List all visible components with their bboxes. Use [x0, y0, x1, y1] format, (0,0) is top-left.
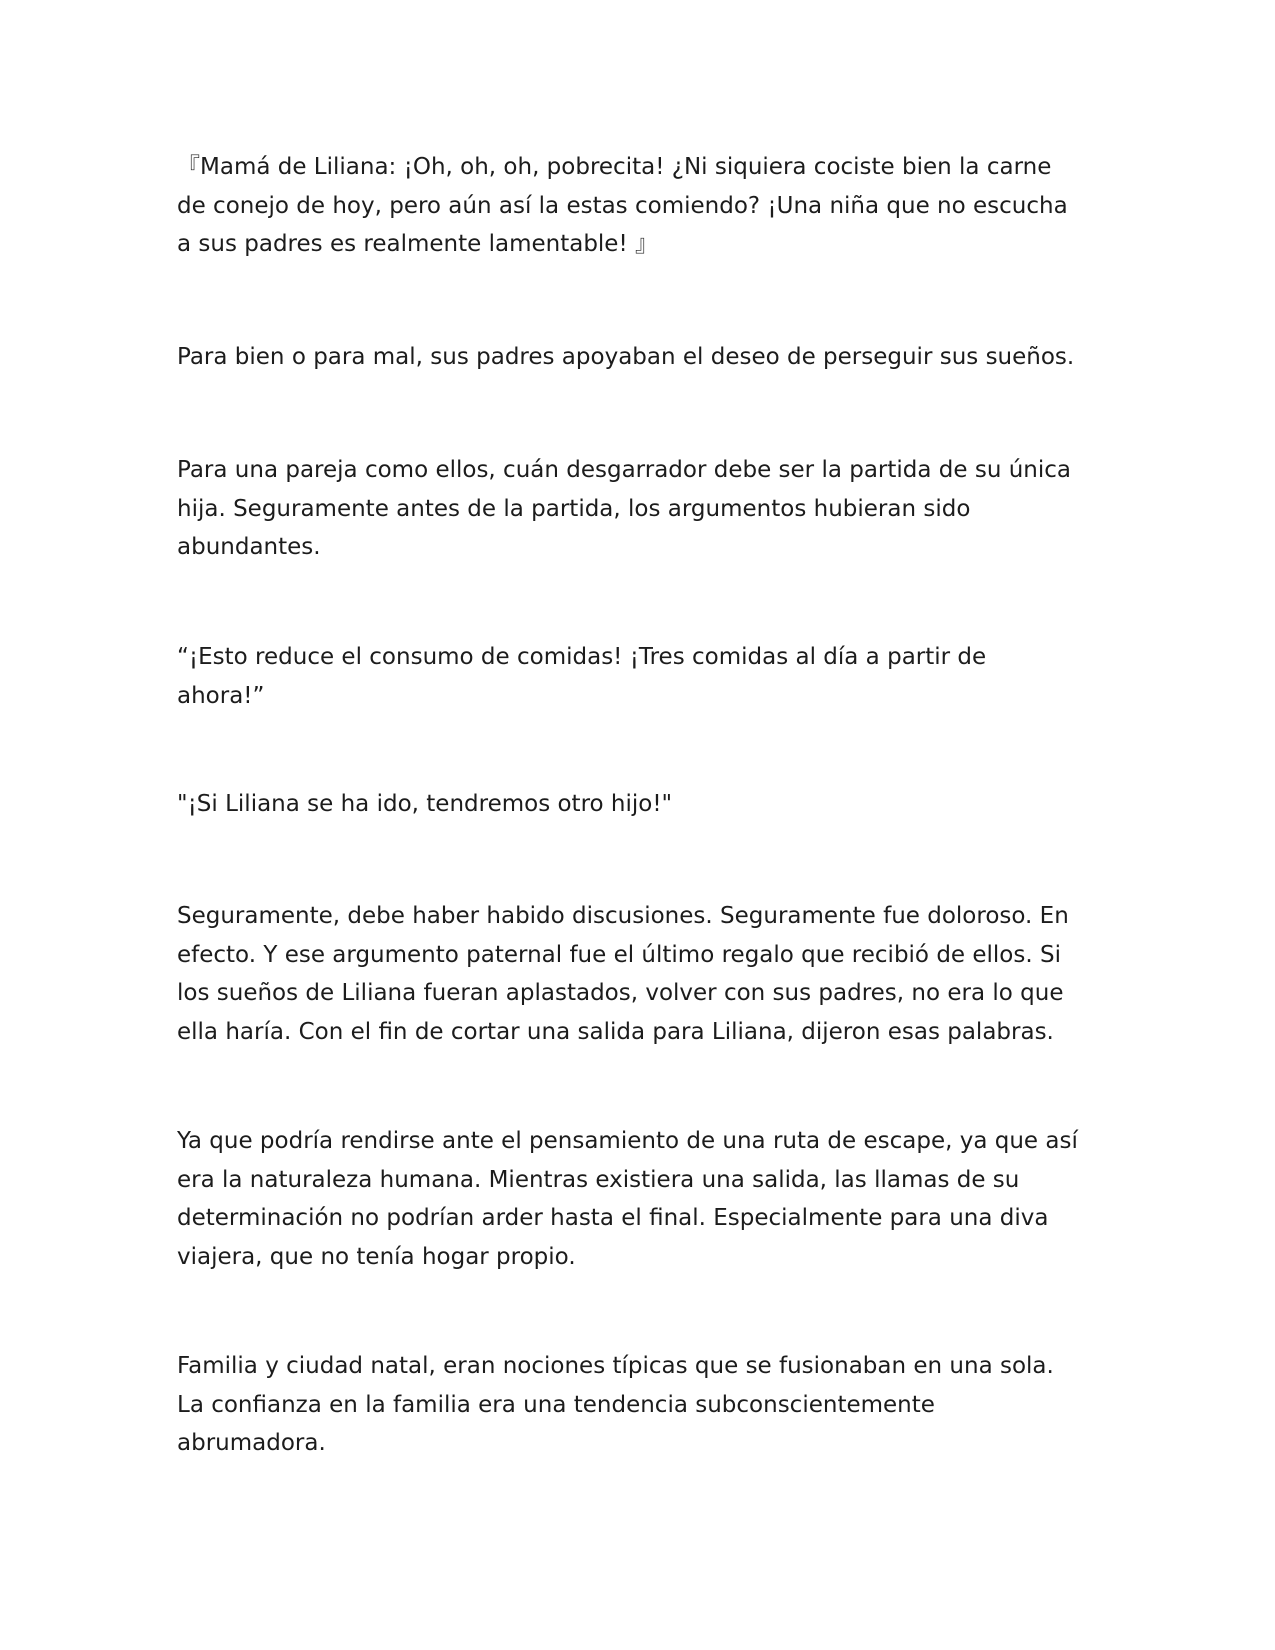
narrative-paragraph: Seguramente, debe haber habido discusiones. Seguramente fue doloroso. En efecto. Y ese argumento paternal fue el último regalo que recibió de ellos. Si los sueños de Liliana fueran aplastados, volver con sus padres, no era lo que ella haría. Con el fin de cortar una salida para Liliana, dijeron esas palabras. [177, 903, 1069, 1045]
narrative-paragraph: Familia y ciudad natal, eran nociones típicas que se fusionaban en una sola. La confianza en la familia era una tendencia subconscientemente abrumadora. [177, 1353, 1054, 1456]
dialogue-paragraph-mother: 『Mamá de Liliana: ¡Oh, oh, oh, pobrecita! ¿Ni siquiera cociste bien la carne de conejo de hoy, pero aún así la estas comiendo? ¡Una niña que no escucha a sus padres es realmente lamentable! 』 [177, 154, 1068, 257]
dialogue-paragraph: "¡Si Liliana se ha ido, tendremos otro hijo!" [177, 791, 673, 817]
dialogue-paragraph: “¡Esto reduce el consumo de comidas! ¡Tres comidas al día a partir de ahora!” [177, 644, 987, 709]
narrative-paragraph: Para bien o para mal, sus padres apoyaban el deseo de perseguir sus sueños. [177, 344, 1075, 370]
narrative-paragraph: Para una pareja como ellos, cuán desgarrador debe ser la partida de su única hija. Seguramente antes de la partida, los argumentos hubieran sido abundantes. [177, 457, 1072, 560]
narrative-paragraph: Ya que podría rendirse ante el pensamiento de una ruta de escape, ya que así era la naturaleza humana. Mientras existiera una salida, las llamas de su determinación no podrían arder hasta el final. Especialmente para una diva viajera, que no tenía hogar propio. [177, 1128, 1078, 1270]
